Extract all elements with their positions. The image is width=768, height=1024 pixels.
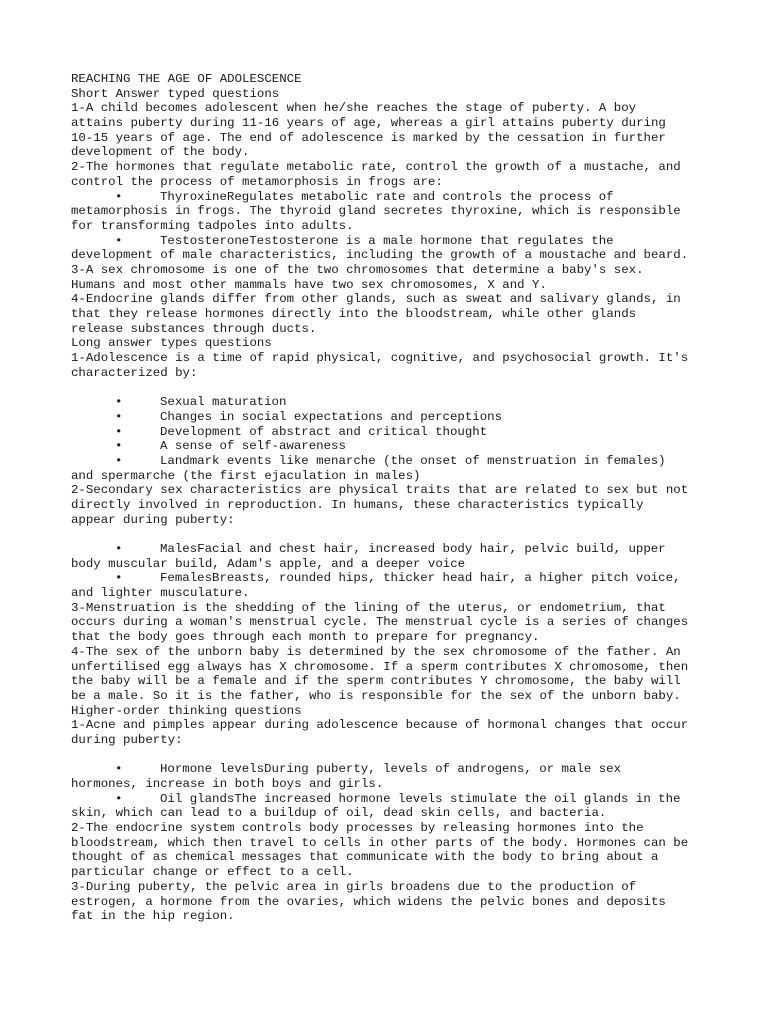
bullet-text: TestosteroneTestosterone is a male hormone that regulates the [160,233,614,248]
bullet-text: Hormone levelsDuring puberty, levels of androgens, or male sex [160,762,622,777]
bullet-glyph: • [115,233,123,248]
text-line: 3-Menstruation is the shedding of the lining of the uterus, or endometrium, that [71,600,666,615]
bullet-icon [71,234,160,249]
bullet-text: ThyroxineRegulates metabolic rate and controls the process of [160,189,614,204]
text-line: Short Answer typed questions [71,86,280,101]
bullet-glyph: • [115,453,123,468]
bullet-item [71,410,731,425]
bullet-glyph: • [115,762,123,777]
bullet-item [71,542,731,557]
text-line: characterized by: [71,365,198,380]
blank-line [71,527,731,542]
text-line: that the body goes through each month to prepare for pregnancy. [71,630,540,645]
text-line: estrogen, a hormone from the ovaries, which widens the pelvic bones and deposits [71,894,666,909]
text-line: 3-A sex chromosome is one of the two chromosomes that determine a baby's sex. [71,262,644,277]
bullet-icon [71,425,160,440]
text-line: and spermarche (the first ejaculation in males) [71,468,421,483]
text-line: 4-Endocrine glands differ from other glands, such as sweat and salivary glands, in [71,292,681,307]
bullet-icon [71,542,160,557]
bullet-icon [71,454,160,469]
bullet-item [71,792,731,807]
text-line: 1-A child becomes adolescent when he/she reaches the stage of puberty. A boy [71,101,637,116]
bullet-text: Oil glandsThe increased hormone levels stimulate the oil glands in the [160,791,681,806]
bullet-icon [71,410,160,425]
bullet-text: Development of abstract and critical thought [160,424,488,439]
text-line: 1-Adolescence is a time of rapid physical, cognitive, and psychosocial growth. It's [71,351,689,366]
text-line: skin, which can lead to a buildup of oil, dead skin cells, and bacteria. [71,806,607,821]
text-line: development of the body. [71,145,250,160]
text-line: Higher-order thinking questions [71,703,302,718]
text-line: thought of as chemical messages that communicate with the body to bring about a [71,850,659,865]
text-line: Long answer types questions [71,336,272,351]
bullet-text: A sense of self-awareness [160,439,346,454]
text-line: that they release hormones directly into the bloodstream, while other glands [71,307,637,321]
bullet-text: Changes in social expectations and perceptions [160,409,503,424]
text-line: development of male characteristics, including the growth of a moustache and beard. [71,248,689,263]
text-line: the baby will be a female and if the sperm contributes Y chromosome, the baby will [71,674,681,689]
text-line: and lighter musculature. [71,586,250,601]
text-line: during puberty: [71,732,183,747]
text-line: directly involved in reproduction. In humans, these characteristics typically [71,497,644,512]
bullet-item [71,571,731,586]
text-line: be a male. So it is the father, who is responsible for the sex of the unborn baby. [71,688,681,703]
bullet-item [71,439,731,454]
text-line: release substances through ducts. [71,321,317,336]
text-line: hormones, increase in both boys and girls. [71,777,384,791]
text-line: Humans and most other mammals have two sex chromosomes, X and Y. [71,277,547,292]
text-line: bloodstream, which then travel to cells in other parts of the body. Hormones can be [71,835,689,850]
bullet-item [71,762,731,777]
text-line: metamorphosis in frogs. The thyroid gland secretes thyroxine, which is responsible [71,204,681,219]
bullet-item [71,395,731,410]
text-line: fat in the hip region. [71,909,235,924]
blank-line [71,380,731,395]
bullet-glyph: • [115,571,123,586]
bullet-item [71,425,731,440]
bullet-glyph: • [115,439,123,454]
document-page [71,72,731,924]
bullet-glyph: • [115,542,123,556]
bullet-icon [71,792,160,807]
text-line: for transforming tadpoles into adults. [71,218,354,233]
text-line: 4-The sex of the unborn baby is determined by the sex chromosome of the father. An [71,644,681,659]
bullet-text: FemalesBreasts, rounded hips, thicker head hair, a higher pitch voice, [160,571,681,586]
text-line: particular change or effect to a cell. [71,865,354,880]
bullet-glyph: • [115,409,123,424]
text-line: 2-The hormones that regulate metabolic rate, control the growth of a mustache, and [71,160,681,175]
bullet-icon [71,439,160,454]
text-line: 1-Acne and pimples appear during adolescence because of hormonal changes that occur [71,718,689,733]
text-line: control the process of metamorphosis in frogs are: [71,174,443,189]
text-line: occurs during a woman's menstrual cycle. The menstrual cycle is a series of changes [71,615,689,630]
bullet-glyph: • [115,395,123,410]
document-title: REACHING THE AGE OF ADOLESCENCE [71,72,302,86]
bullet-text: Landmark events like menarche (the onset of menstruation in females) [160,453,666,468]
bullet-icon [71,571,160,586]
text-line: attains puberty during 11-16 years of age, whereas a girl attains puberty during [71,116,666,131]
bullet-item [71,454,731,469]
bullet-text: Sexual maturation [160,395,287,410]
bullet-item [71,190,731,205]
text-line: appear during puberty: [71,512,235,527]
bullet-glyph: • [115,791,123,806]
bullet-text: MalesFacial and chest hair, increased body hair, pelvic build, upper [160,542,666,556]
text-line: 10-15 years of age. The end of adolescence is marked by the cessation in further [71,130,666,145]
text-line: 2-The endocrine system controls body processes by releasing hormones into the [71,821,644,836]
blank-line [71,748,731,763]
text-line: 2-Secondary sex characteristics are physical traits that are related to sex but not [71,483,689,498]
bullet-glyph: • [115,424,123,439]
text-line: 3-During puberty, the pelvic area in girls broadens due to the production of [71,879,637,894]
bullet-icon [71,762,160,777]
bullet-item [71,234,731,249]
text-line: body muscular build, Adam's apple, and a deeper voice [71,556,466,571]
bullet-icon [71,395,160,410]
bullet-icon [71,190,160,205]
bullet-glyph: • [115,189,123,204]
text-line: unfertilised egg always has X chromosome. If a sperm contributes X chromosome, then [71,659,689,674]
